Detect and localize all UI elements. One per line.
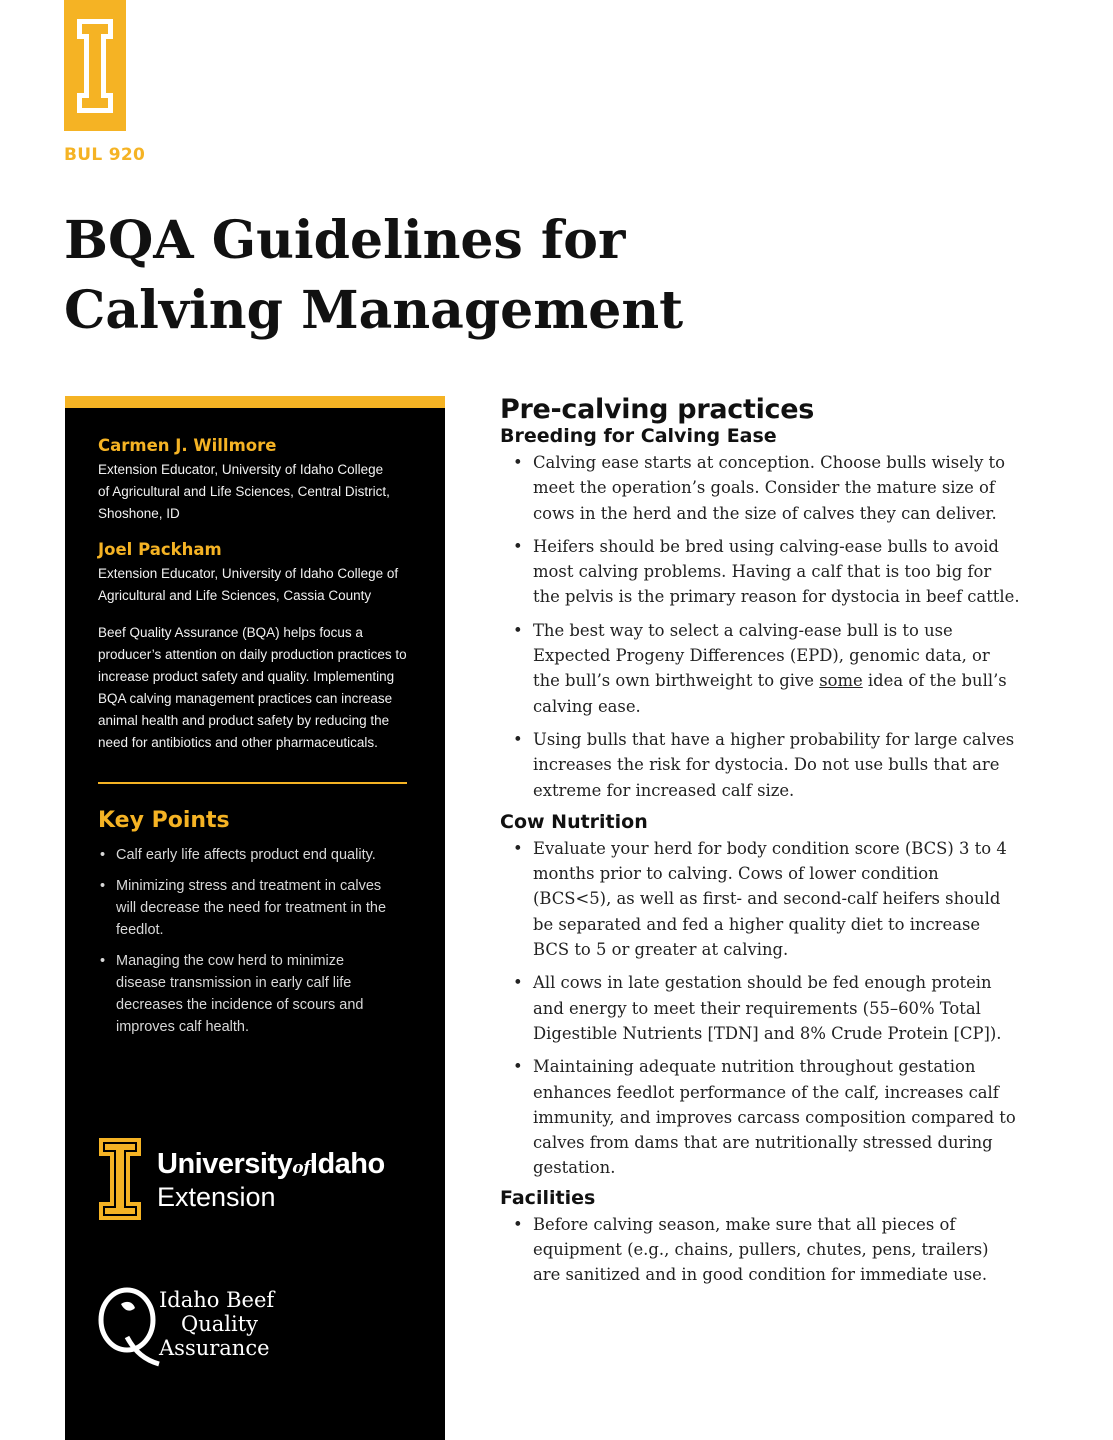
sidebar (65, 396, 445, 1440)
key-point-item: • Calf early life affects product end quality. (98, 844, 398, 866)
sidebar-accent-bar (65, 396, 445, 408)
uie-logo-name: UniversityofIdaho (157, 1148, 385, 1180)
list-item: • Using bulls that have a higher probability for large calves increases the risk for dystocia. Do not use bulls that are extreme for increased calf size. (500, 727, 1020, 803)
author-block (98, 540, 418, 607)
block-i-icon (97, 1136, 143, 1222)
idaho-beef-quality-assurance-logo (97, 1282, 297, 1368)
key-point-item: • Managing the cow herd to minimize disease transmission in early calf life decreases the incidence of scours and improves calf health. (98, 950, 398, 1038)
uie-logo-subtitle: Extension (157, 1182, 276, 1212)
list-item: • Evaluate your herd for body condition score (BCS) 3 to 4 months prior to calving. Cows of lower condition (BCS<5), as well as first- and second-calf heifers should be separated and fed a higher quality diet to increase BCS to 5 or greater at calving. (500, 836, 1020, 962)
author-name: Carmen J. Willmore (98, 436, 277, 455)
subsection-heading: Facilities (500, 1186, 596, 1209)
university-of-idaho-extension-logo (97, 1134, 417, 1224)
author-affiliation: Extension Educator, University of Idaho College of Agricultural and Life Sciences, Central District, Shoshone, ID (98, 462, 390, 521)
list-item: • Before calving season, make sure that all pieces of equipment (e.g., chains, pullers, chutes, pens, trailers) are sanitized and in good condition for immediate use. (500, 1212, 1020, 1288)
author-affiliation: Extension Educator, University of Idaho College of Agricultural and Life Sciences, Cassia County (98, 566, 399, 603)
key-points-heading: Key Points (98, 808, 230, 833)
facilities-list (500, 1212, 1020, 1288)
main-content (500, 394, 1020, 1288)
university-block-i-logo (64, 0, 126, 131)
sidebar-divider (98, 782, 407, 784)
intro-paragraph: Beef Quality Assurance (BQA) helps focus a producer’s attention on daily production practices to increase product safety and quality. Implementing BQA calving management practices can increase animal health and product safety by reducing the need for antibiotics and other pharmaceuticals. (98, 625, 407, 750)
author-name: Joel Packham (98, 540, 222, 559)
page-title (64, 206, 824, 346)
subsection-heading: Breeding for Calving Ease (500, 425, 777, 447)
list-item: • The best way to select a calving-ease bull is to use Expected Progeny Differences (EPD), genomic data, or the bull’s own birthweight to give some idea of the bull’s calving ease. (500, 618, 1020, 719)
underlined-word: some (819, 671, 863, 691)
ibqa-logo-text: Idaho Beef Quality Assurance (159, 1288, 275, 1360)
list-item: • All cows in late gestation should be fed enough protein and energy to meet their requirements (55–60% Total Digestible Nutrients [TDN] and 8% Crude Protein [CP]). (500, 970, 1020, 1046)
section-heading: Pre-calving practices (500, 394, 815, 425)
list-item: • Maintaining adequate nutrition throughout gestation enhances feedlot performance of the calf, increases calf immunity, and improves carcass composition compared to calves from dams that are nutritionally stressed during gestation. (500, 1054, 1020, 1180)
breeding-list (500, 450, 1020, 803)
list-item: • Heifers should be bred using calving-ease bulls to avoid most calving problems. Having a calf that is too big for the pelvis is the primary reason for dystocia in beef cattle. (500, 534, 1020, 610)
key-points-list (98, 844, 398, 1047)
subsection-heading: Cow Nutrition (500, 810, 648, 833)
block-i-icon (64, 0, 126, 131)
q-cow-icon (97, 1282, 163, 1368)
list-item: • Calving ease starts at conception. Choose bulls wisely to meet the operation’s goals. Consider the mature size of cows in the herd and the size of calves they can deliver. (500, 450, 1020, 526)
bulletin-number: BUL 920 (64, 145, 146, 165)
title-line-2: Calving Management (64, 280, 684, 341)
title-line-1: BQA Guidelines for (64, 210, 626, 271)
key-point-item: • Minimizing stress and treatment in calves will decrease the need for treatment in the feedlot. (98, 875, 398, 941)
nutrition-list (500, 836, 1020, 1181)
author-block (98, 436, 418, 525)
